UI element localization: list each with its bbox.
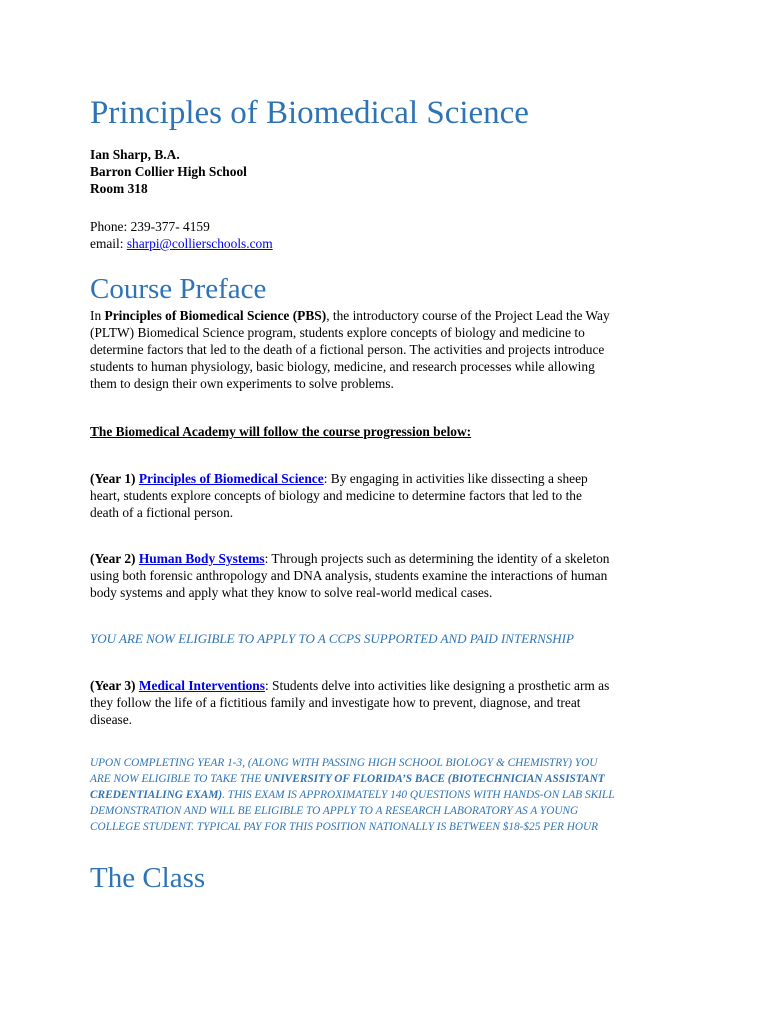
page-title: Principles of Biomedical Science xyxy=(90,95,529,131)
bace-line-4: DEMONSTRATION AND WILL BE ELIGIBLE TO APPLY TO A RESEARCH LABORATORY AS A YOUNG xyxy=(90,805,579,817)
year-3-line-3: disease. xyxy=(90,712,133,727)
preface-line-4: students to human physiology, basic biology, medicine, and research processes while allowing xyxy=(90,359,595,374)
instructor-room: Room 318 xyxy=(90,181,148,196)
year-1-line-2: heart, students explore concepts of biology and medicine to determine factors that led to the xyxy=(90,488,582,503)
preface-line-1: In Principles of Biomedical Science (PBS), the introductory course of the Project Lead the Way xyxy=(90,308,610,323)
preface-line-2: (PLTW) Biomedical Science program, students explore concepts of biology and medicine to xyxy=(90,325,585,340)
year-2-link[interactable]: Human Body Systems xyxy=(138,551,265,566)
instructor-school: Barron Collier High School xyxy=(90,164,247,179)
bace-line-2: ARE NOW ELIGIBLE TO TAKE THE UNIVERSITY OF FLORIDA’S BACE (BIOTECHNICIAN ASSISTANT xyxy=(90,773,605,785)
year-1-label: (Year 1) xyxy=(90,471,136,486)
year-2-label: (Year 2) xyxy=(90,551,136,566)
email-link[interactable]: sharpi@collierschools.com xyxy=(126,236,273,251)
year-1-link[interactable]: Principles of Biomedical Science xyxy=(138,471,324,486)
year-2-line-3: body systems and apply what they know to solve real-world medical cases. xyxy=(90,585,493,600)
preface-line-3: determine factors that led to the death of a fictional person. The activities and projects introduce xyxy=(90,342,605,357)
bace-line-3: CREDENTIALING EXAM). THIS EXAM IS APPROXIMATELY 140 QUESTIONS WITH HANDS-ON LAB SKILL xyxy=(90,789,615,801)
bace-bold-2: CREDENTIALING EXAM) xyxy=(90,789,223,801)
email-line xyxy=(90,235,273,252)
preface-heading: Course Preface xyxy=(90,273,267,305)
bace-line-1: UPON COMPLETING YEAR 1-3, (ALONG WITH PASSING HIGH SCHOOL BIOLOGY & CHEMISTRY) YOU xyxy=(90,757,598,769)
email-label: email: xyxy=(90,236,124,251)
internship-notice: YOU ARE NOW ELIGIBLE TO APPLY TO A CCPS SUPPORTED AND PAID INTERNSHIP xyxy=(90,631,574,646)
year-3-line-1: (Year 3) Medical Interventions: Students delve into activities like designing a prosthetic arm as xyxy=(90,678,610,693)
year-3-link[interactable]: Medical Interventions xyxy=(138,678,265,693)
phone-number: 239-377- 4159 xyxy=(130,219,210,234)
bace-bold-1: UNIVERSITY OF FLORIDA’S BACE (BIOTECHNICIAN ASSISTANT xyxy=(264,773,605,785)
pbs-bold: Principles of Biomedical Science (PBS) xyxy=(104,308,327,323)
progression-heading: The Biomedical Academy will follow the course progression below: xyxy=(90,424,472,439)
year-2-line-2: using both forensic anthropology and DNA analysis, students examine the interactions of human xyxy=(90,568,608,583)
phone-line xyxy=(90,218,210,235)
bace-line-5: COLLEGE STUDENT. TYPICAL PAY FOR THIS POSITION NATIONALLY IS BETWEEN $18-$25 PER HOUR xyxy=(90,821,599,833)
class-heading: The Class xyxy=(90,862,206,894)
instructor-name: Ian Sharp, B.A. xyxy=(90,147,180,162)
year-3-label: (Year 3) xyxy=(90,678,136,693)
preface-line-5: them to design their own experiments to solve problems. xyxy=(90,376,394,391)
year-1-line-1: (Year 1) Principles of Biomedical Science: By engaging in activities like dissecting a sheep xyxy=(90,471,588,486)
year-2-line-1: (Year 2) Human Body Systems: Through projects such as determining the identity of a skeleton xyxy=(90,551,610,566)
phone-label: Phone: xyxy=(90,219,128,234)
year-3-line-2: they follow the life of a fictitious family and investigate how to prevent, diagnose, and treat xyxy=(90,695,581,710)
year-1-line-3: death of a fictional person. xyxy=(90,505,234,520)
